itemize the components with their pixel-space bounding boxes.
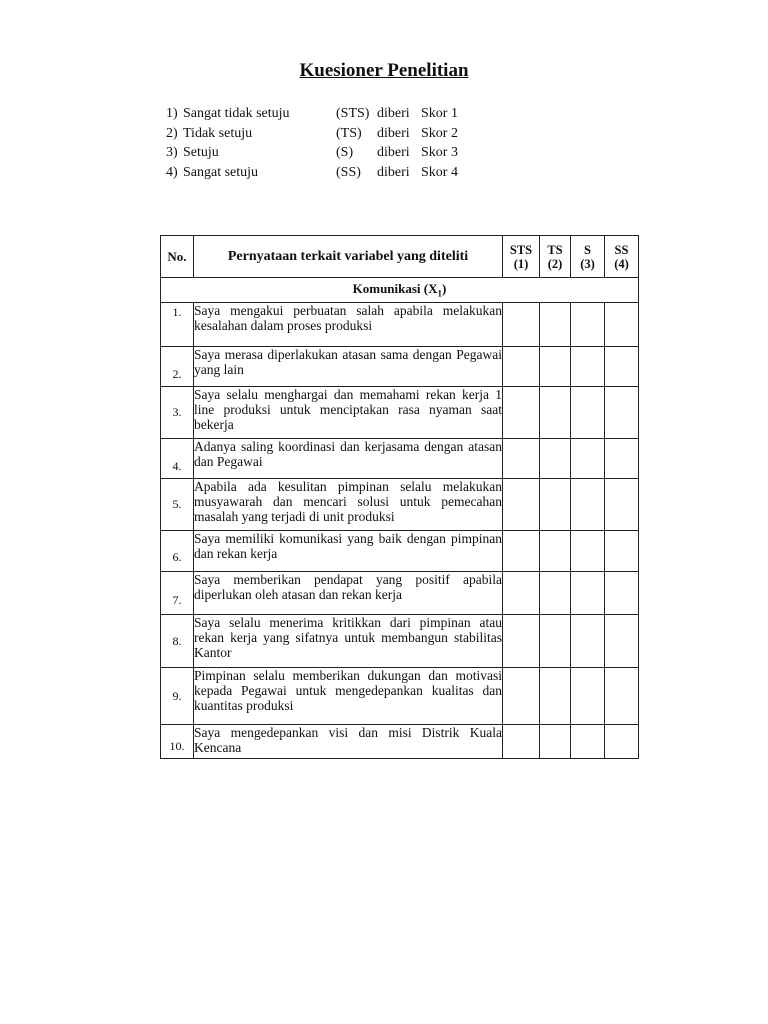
legend-code: (S) [336,145,354,160]
legend-given: diberi [377,164,410,180]
legend-number: 1) [166,106,178,121]
answer-cell-sts[interactable] [503,531,540,572]
table-row [161,347,639,387]
row-number: 1. [161,303,194,347]
answer-cell-sts[interactable] [503,387,540,439]
header-option-sts [503,236,540,278]
header-option-value: (1) [513,256,529,271]
legend-label: Tidak setuju [183,125,253,141]
table-row [161,668,639,725]
answer-cell-ts[interactable] [540,531,571,572]
answer-cell-sts[interactable] [503,479,540,531]
answer-cell-ts[interactable] [540,347,571,387]
answer-cell-ss[interactable] [605,668,639,725]
answer-cell-ss[interactable] [605,725,639,759]
row-statement: Saya selalu menghargai dan memahami rekan kerja 1 line produksi untuk menciptakan rasa nyaman saat bekerja [194,387,503,439]
row-statement: Saya merasa diperlakukan atasan sama dengan Pegawai yang lain [194,347,503,387]
table-row [161,439,639,479]
answer-cell-ts[interactable] [540,615,571,668]
answer-cell-ts[interactable] [540,725,571,759]
row-number: 4. [161,439,194,479]
table-row [161,387,639,439]
answer-cell-ts[interactable] [540,303,571,347]
header-option-code: TS [547,242,563,257]
answer-cell-ss[interactable] [605,479,639,531]
answer-cell-ss[interactable] [605,439,639,479]
header-option-code: SS [614,242,629,257]
table-row [161,531,639,572]
row-number: 10. [161,725,194,759]
header-option-value: (4) [614,256,629,271]
header-statement: Pernyataan terkait variabel yang diteliti [194,236,503,278]
legend-score: Skor 4 [421,164,458,180]
answer-cell-ss[interactable] [605,347,639,387]
answer-cell-s[interactable] [571,572,605,615]
answer-cell-ts[interactable] [540,439,571,479]
table-row [161,479,639,531]
section-subscript: 1 [437,288,443,299]
legend-given: diberi [377,125,410,141]
answer-cell-ss[interactable] [605,387,639,439]
answer-cell-s[interactable] [571,531,605,572]
table-row [161,615,639,668]
answer-cell-sts[interactable] [503,725,540,759]
section-title [161,278,639,303]
section-label: Komunikasi (X [352,281,438,297]
questionnaire-table [160,235,639,759]
legend-score: Skor 2 [421,125,458,141]
legend-score: Skor 3 [421,145,458,160]
row-number: 7. [161,572,194,615]
header-option-value: (2) [547,256,563,271]
row-statement: Saya memiliki komunikasi yang baik dengan pimpinan dan rekan kerja [194,531,503,572]
legend-number: 3) [166,145,178,160]
answer-cell-sts[interactable] [503,439,540,479]
legend-number: 2) [166,125,178,141]
answer-cell-s[interactable] [571,725,605,759]
legend-label: Sangat setuju [183,164,259,180]
row-statement: Saya mengedepankan visi dan misi Distrik Kuala Kencana [194,725,503,759]
row-statement: Saya selalu menerima kritikkan dari pimpinan atau rekan kerja yang sifatnya untuk membangun stabilitas Kantor [194,615,503,668]
answer-cell-sts[interactable] [503,615,540,668]
legend-label: Sangat tidak setuju [183,106,290,121]
legend-number: 4) [166,164,178,180]
legend-given: diberi [377,145,410,160]
page-title: Kuesioner Penelitian [299,60,469,81]
legend-code: (TS) [336,125,362,141]
answer-cell-ts[interactable] [540,387,571,439]
legend-code: (STS) [336,106,370,121]
answer-cell-s[interactable] [571,615,605,668]
row-statement: Apabila ada kesulitan pimpinan selalu melakukan musyawarah dan mencari solusi untuk pemecahan masalah yang terjadi di unit produksi [194,479,503,531]
answer-cell-sts[interactable] [503,668,540,725]
header-option-ts [540,236,571,278]
row-number: 5. [161,479,194,531]
legend-score: Skor 1 [421,106,458,121]
answer-cell-ss[interactable] [605,615,639,668]
answer-cell-s[interactable] [571,347,605,387]
section-close: ) [442,281,447,297]
row-statement: Pimpinan selalu memberikan dukungan dan motivasi kepada Pegawai untuk mengedepankan kualitas dan kuantitas produksi [194,668,503,725]
row-number: 2. [161,347,194,387]
legend-given: diberi [377,106,410,121]
header-option-code: S [584,242,591,257]
header-number: No. [161,236,194,278]
answer-cell-sts[interactable] [503,572,540,615]
answer-cell-ts[interactable] [540,572,571,615]
row-number: 3. [161,387,194,439]
row-statement: Saya memberikan pendapat yang positif apabila diperlukan oleh atasan dan rekan kerja [194,572,503,615]
table-row [161,572,639,615]
legend-code: (SS) [336,164,361,180]
answer-cell-ss[interactable] [605,572,639,615]
answer-cell-ts[interactable] [540,479,571,531]
header-option-code: STS [509,242,533,257]
table-row [161,725,639,759]
section-row [161,278,639,303]
table-header-row [161,236,639,278]
answer-cell-ss[interactable] [605,531,639,572]
answer-cell-s[interactable] [571,668,605,725]
header-option-value: (3) [580,256,595,271]
row-statement: Saya mengakui perbuatan salah apabila melakukan kesalahan dalam proses produksi [194,303,503,347]
answer-cell-sts[interactable] [503,347,540,387]
row-number: 8. [161,615,194,668]
header-option-ss [605,236,639,278]
table-row [161,303,639,347]
answer-cell-ss[interactable] [605,303,639,347]
answer-cell-s[interactable] [571,439,605,479]
legend-label: Setuju [183,145,219,160]
answer-cell-s[interactable] [571,479,605,531]
answer-cell-s[interactable] [571,303,605,347]
row-statement: Adanya saling koordinasi dan kerjasama dengan atasan dan Pegawai [194,439,503,479]
row-number: 9. [161,668,194,725]
row-number: 6. [161,531,194,572]
answer-cell-s[interactable] [571,387,605,439]
header-option-s [571,236,605,278]
answer-cell-ts[interactable] [540,668,571,725]
answer-cell-sts[interactable] [503,303,540,347]
